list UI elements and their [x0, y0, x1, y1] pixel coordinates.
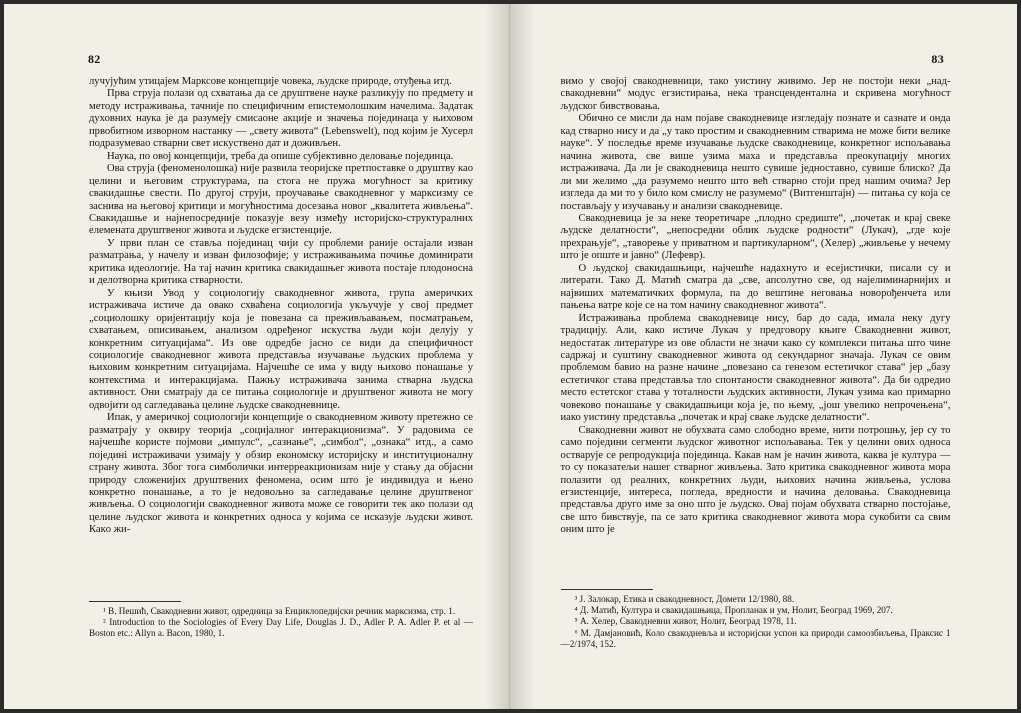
paragraph: Свакодневни живот не обухвата само слободно време, нити потрошњу, јер су то само поједини сегменти људског животног испољавања. Тек у целини ових односа остварује се репродукција појединца. Какав нам је начин живота, каква је култура — то су показатељи нашег стварног живљења. Зато критика свакодневног живота мора полазити од реалних, конкретних људи, њихових начина живљења, услова егзистенције, интереса, погледа, вредности и начина деловања. Свакодневица представља друго име за оно што је људско. Овај појам обухвата стварно постојање, све што бивствује, па се зато критика свакодневног живота мора сукобити са свим оним што је	[560, 424, 951, 536]
footnotes	[89, 601, 473, 640]
footnote-rule	[89, 601, 181, 602]
page-body	[89, 76, 473, 537]
footnote: ¹ В. Пешић, Свакодневни живот, одредница за Енциклопедијски речник марксизма, стр. 1.	[103, 606, 456, 616]
footnote-rule	[561, 589, 653, 590]
page-number: 82	[88, 52, 101, 66]
left-page	[4, 4, 510, 709]
paragraph: Прва струја полази од схватања да се друштвене науке разликују по предмету и методу истраживања, тачније по специфичним епистемолошким начелима. Задатак духовних наука је да разумеју смисаоне акције и значења појединаца у њиховом првобитном изворном настанку — „свету живота“ (Lebenswelt), под којим је Хусерл подразумевао стварни свет искуственo дат и доживљен.	[89, 88, 473, 150]
book-spread	[4, 4, 1017, 709]
paragraph: вимо у својој свакодневници, тако уистину живимо. Јер не постоји неки „над-свакодневни“ модус егзистирања, нека трансцендентална и скривена могућност људског бивствовања.	[560, 76, 951, 112]
paragraph: Свакодневица је за неке теоретичаре „плодно средиште“, „почетак и крај свеке људске делатности“, „непосредни облик људске родности“ (Лукач), „где које прехрањује“, „таворење у приватном и партикуларном“, (Хелер) „живљење у нечему што је опште и јавно“ (Лефевр).	[560, 212, 951, 262]
right-page	[510, 4, 1018, 709]
footnote: ⁶ М. Дамјановић, Коло свакодневља и историјски успон ка природи самоозбиљења, Праксис 1—2/1974, 152.	[560, 627, 951, 649]
footnote: ⁵ А. Хелер, Свакодневни живот, Нолит, Београд 1978, 11.	[574, 616, 797, 627]
paragraph: Обично се мисли да нам појаве свакодневице изгледају познате и сазнате и онда кад стварно нису и да „у тако простим и свакодневним стварима не може бити велике науке“. У последње време изучавање људске свакодневице, конкретног испољавања начина живота, све више узима маха и представља преокупацију многих истраживача. Да ли је свакодневица нешто сувише једноставно, сувише блиско? Да ли ми желимо „да разумемо нешто што већ стварно стоји пред нашим очима? Јер изгледа да ми то у било ком смислу не разумемо“ (Витгенштајн) — питања су која се постављају у изучавању и анализи свакодневице.	[560, 113, 951, 212]
paragraph: У први план се ставља појединац чији су проблеми раније остајали изван разматрања, у начелу и изван филозофије; у истраживањима почиње доминирати критика идеологије. На тај начин критика свакидашњег живота постаје плодоносна и делотворна критика стварности.	[89, 237, 473, 287]
gutter-shadow	[511, 4, 535, 709]
paragraph: Ипак, у америчкој социологији концепције о свакодневном животу претежно се разматрају у оквиру теорија „социјалног интеракционизма“. У радовима се најчешће користе појмови „импулс“, „сазнање“, „симбол“, „ознака“ итд., а само појединi истраживачи узимају у обзир економску историјску и институционалну страну живота. Због тога симболички интерреакционизам није у стању да објасни природу сложенијих друштвених феномена, осим што је индивидуа и њено конкретно понашање, а то је недовољно за сагледавање целине друштвеног живљења. О социологији свакодневног живота може се говорити тек ако полази од целине људског живота и конкретних односа у којима се исказује људски живот. Какo жи-	[89, 412, 473, 536]
paragraph: О људској свакидашњици, најчешће надахнуто и есејистички, писали су и литерати. Тако Д. Матић сматра да „све, апсолутно све, од најелиминарнијих и највиших математичких формула, па до вештине неговања новорођенчета или пањења ватре које се на том начину свакодневног живота“.	[560, 262, 951, 312]
paragraph: У књизи Увод у социологију свакодневног живота, група америчких истраживача истиче да овако схваћена социологија укључује у свој предмет „социолошку оријентацију која је повезана са преживљавањем, посматрањем, схватањем, описивањем, анализом одређеног искуства људи који делују у конкретним ситуацијама“. Из ове одредбе јасно се види да специфичност социологије свакодневног живота представља изучавање људских проблема у њиховим конкретним ситуацијама. Најчешће се има у виду њихово понашање у контекстима и интеракцијама. Пажњу истраживача занима стварна људска активност. Они сматрају да се питања социологије и друштвеног живота не могу одвојити од сагледавања целине људске свакодневнице.	[89, 287, 473, 411]
page-body	[561, 76, 951, 537]
footnote: ² Introduction to the Sociologies of Every Day Life, Douglas J. D., Adler P. A. Adler P. et al — Boston etc.: Allyn a. Bacon, 1980, 1.	[89, 617, 473, 639]
paragraph: Наука, по овој концепцији, треба да опише субјективно деловање појединца.	[107, 150, 454, 162]
footnotes	[561, 589, 951, 650]
footnote: ⁴ Д. Матић, Култура и свакидашњица, Пропланак и ум, Нолит, Београд 1969, 207.	[574, 605, 893, 616]
gutter-shadow	[485, 4, 509, 709]
paragraph: Ова струја (феноменолошка) није развила теоријске претпоставке о друштву као целини и његовим структурама, па стога не пружа могућност за критику свакидашње свести. По другој струји, проучавање свакодневног у марксизму се заснива на његовој критици и могућностима досезања новог „квалитета живљења“. Свакидашње и најнепосредније показује везу између историјско-структуралних елемената друштвеног живота и људске егзистенције.	[89, 163, 473, 237]
paragraph: лучујућим утицајем Марксове концепције човека, људске природе, отуђења итд.	[89, 76, 452, 87]
paragraph: Истраживања проблема свакодневице нису, бар до сада, имала неку дугу традицију. Али, како истиче Лукач у предговору књиге Свакодневни живот, недостатак литературе из ове области не значи како су комплекси питања што чине садржај и суштину свакодневног живота од секундарног значаја. Лукач се овим проблемом бавио на разне начине „повезано са генезом естетичког става“ јер „базу естетичког става представља тло спонтаности свакодневног живота“. Да би одредио место естетског става у тоталности људских активности, Лукач узима као примарно човеково понашање у свакидашњици која је, по њему, „још увелико непрочењена“, иако уистину представља „почетак и крај свакe људске делатности“.	[560, 312, 951, 424]
footnote: ³ Ј. Залокар, Етика и свакодневност, Домети 12/1980, 88.	[574, 594, 795, 604]
page-number: 83	[931, 52, 944, 66]
